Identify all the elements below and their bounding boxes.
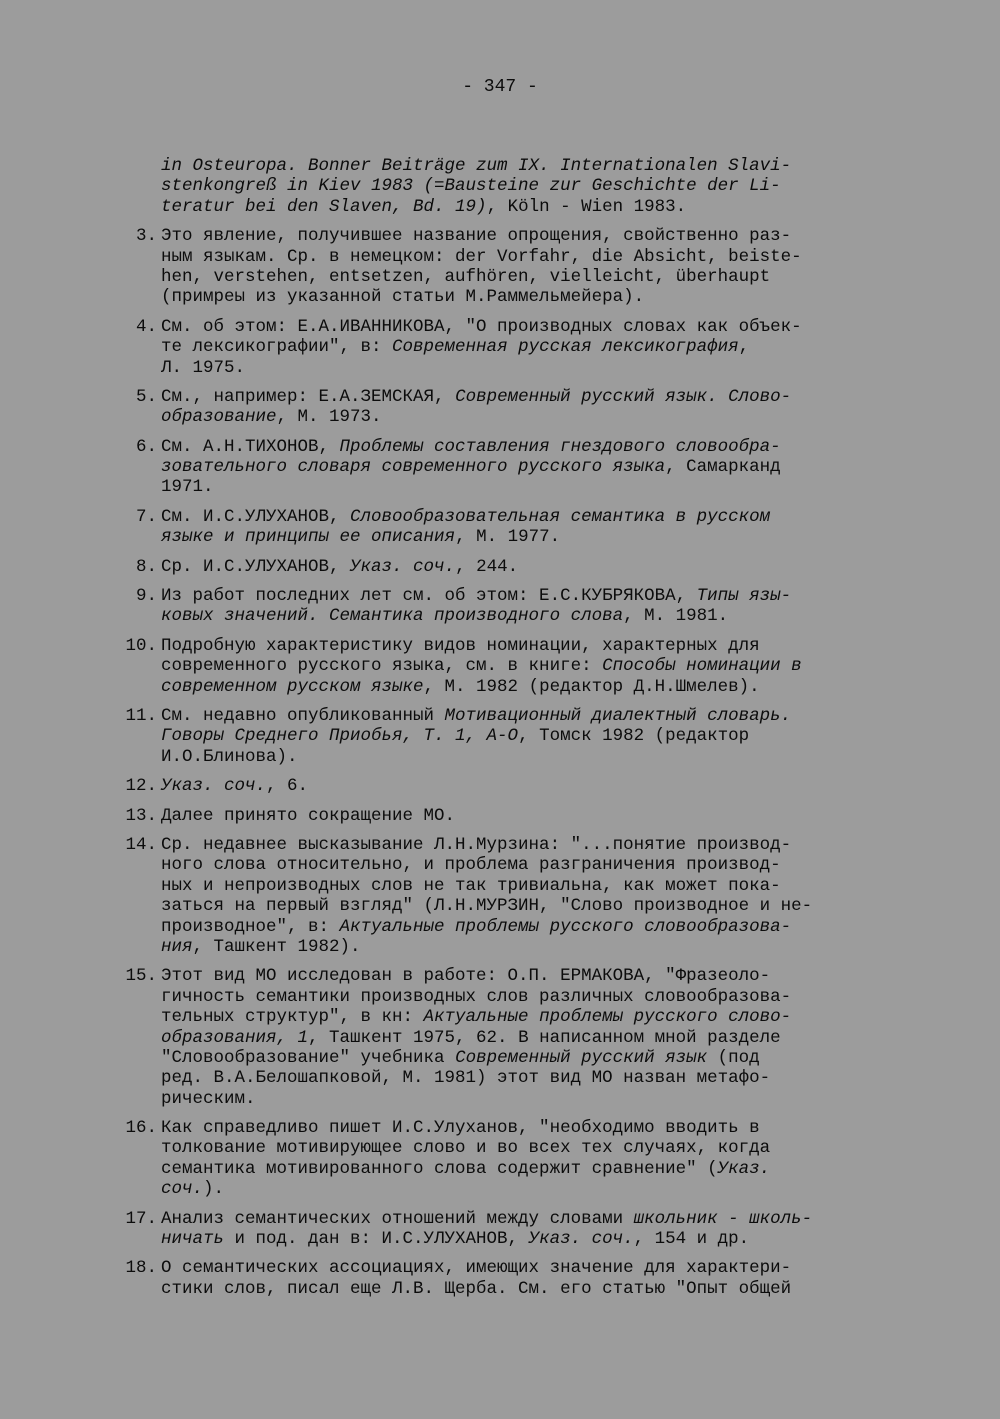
footnote-number (100, 706, 157, 767)
footnote-number (100, 776, 157, 796)
footnote-text (157, 806, 455, 826)
footnote-text (157, 317, 802, 378)
footnote-number-text: 4. (135, 316, 157, 337)
footnote-line (161, 1209, 812, 1229)
italic-title: образования, 1 (161, 1027, 309, 1048)
footnote (100, 706, 900, 767)
text-run: Этот вид МО исследован в работе: О.П. ЕРМАКОВА, "Фразеоло- (161, 966, 771, 987)
text-run: Это явление, получившее название опрощения, свойственно раз- (161, 226, 792, 247)
italic-title: современном русском языке (161, 676, 424, 697)
text-run: рическим. (161, 1088, 256, 1109)
footnote-line (161, 1159, 770, 1179)
footnote-line (161, 1007, 791, 1027)
footnote-number (100, 156, 157, 217)
footnote-text (157, 226, 802, 308)
italic-title: Указ. соч. (161, 776, 267, 797)
italic-title: in Osteuropa. Bonner Beiträge zum IX. Internationalen Slavi- (161, 156, 792, 176)
footnote-number-text: 18. (125, 1258, 157, 1279)
footnote-line (161, 457, 781, 477)
footnote-text (157, 557, 518, 577)
italic-title: stenkongreß in Kiev 1983 (=Bausteine zur Geschichte der Li- (161, 176, 781, 197)
text-run: См. об этом: Е.А.ИВАННИКОВА, "О производных словах как объек- (161, 316, 802, 337)
footnote-number (100, 966, 157, 1109)
italic-title: ния (161, 936, 193, 957)
footnote-line (161, 317, 802, 337)
text-run: те лексикографии", в: (161, 337, 393, 358)
text-run: , М. 1981. (623, 606, 729, 627)
text-run: , (738, 337, 750, 358)
text-run: , М. 1973. (276, 407, 382, 428)
text-run: Как справедливо пишет И.С.Улуханов, "необходимо вводить в (161, 1118, 760, 1139)
footnote-number-text: 5. (135, 386, 157, 407)
footnote-line (161, 557, 518, 577)
footnote-text (157, 966, 791, 1109)
text-run: , 244. (455, 556, 519, 577)
text-run: производное", в: (161, 916, 340, 937)
footnote (100, 156, 900, 217)
text-run: , Ташкент 1975, 62. В написанном мной разделе (308, 1027, 781, 1048)
footnote-line (161, 586, 791, 606)
footnote-number-text: 13. (125, 805, 157, 826)
footnote-number (100, 586, 157, 627)
footnote-line (161, 726, 791, 746)
footnote-number-text: 3. (135, 226, 157, 247)
text-run: ). (203, 1179, 225, 1200)
text-run: семантика мотивированного слова содержит сравнение" ( (161, 1158, 718, 1179)
footnote-line (161, 287, 802, 307)
text-run: заться на первый взгляд" (Л.Н.МУРЗИН, "Слово производное и не- (161, 896, 813, 917)
footnote-line (161, 1279, 791, 1299)
footnote-number-text: 7. (135, 506, 157, 527)
footnote-line (161, 1138, 770, 1158)
footnote-number-text: 15. (125, 966, 157, 987)
footnote-text (157, 507, 770, 548)
footnote-number-text: 10. (125, 635, 157, 656)
text-run: И.О.Блинова). (161, 746, 298, 767)
footnote-number (100, 1209, 157, 1250)
italic-title: ничать (161, 1229, 225, 1250)
text-run: ным языкам. Ср. в немецком: der Vorfahr, die Absicht, beiste- (161, 246, 802, 267)
footnote-line (161, 1179, 770, 1199)
footnote-text (157, 835, 812, 957)
footnote-line (161, 1229, 812, 1249)
footnote-number-text: 8. (135, 556, 157, 577)
footnote-line (161, 358, 802, 378)
text-run: Анализ семантических отношений между словами (161, 1208, 634, 1229)
footnote-line (161, 477, 781, 497)
italic-title: Современная русская лексикография (392, 337, 739, 358)
footnote (100, 317, 900, 378)
text-run: См., например: Е.А.ЗЕМСКАЯ, (161, 386, 456, 407)
footnote-number (100, 1118, 157, 1200)
footnote-line (161, 636, 802, 656)
footnote (100, 636, 900, 697)
text-run: , М. 1982 (редактор Д.Н.Шмелев). (423, 676, 760, 697)
text-run: См. И.С.УЛУХАНОВ, (161, 506, 351, 527)
footnote (100, 776, 900, 796)
footnote-number (100, 557, 157, 577)
footnote-number (100, 437, 157, 498)
italic-title: образование (161, 407, 277, 428)
footnote-line (161, 966, 791, 986)
italic-title: школьник - школь- (633, 1208, 813, 1229)
footnote-number-text: 11. (125, 706, 157, 726)
italic-title: Говоры Среднего Приобья, Т. 1, А-О (161, 726, 519, 747)
footnote-line (161, 776, 308, 796)
italic-title: языке и принципы ее описания (161, 527, 456, 548)
footnote (100, 586, 900, 627)
italic-title: Способы номинации в (602, 656, 802, 677)
footnote-text (157, 636, 802, 697)
italic-title: Мотивационный диалектный словарь. (444, 706, 792, 726)
footnote-line (161, 1048, 791, 1068)
footnote-line (161, 606, 791, 626)
italic-title: Указ. (717, 1158, 771, 1179)
footnote-line (161, 407, 791, 427)
footnote (100, 387, 900, 428)
footnote-line (161, 1068, 791, 1088)
text-run: Ср. недавнее высказывание Л.Н.Мурзина: "...понятие производ- (161, 834, 792, 855)
footnote-line (161, 1028, 791, 1048)
footnote (100, 437, 900, 498)
footnote-line (161, 197, 791, 217)
footnote-line (161, 247, 802, 267)
footnote-line (161, 806, 455, 826)
text-run: гичность семантики производных слов различных словообразова- (161, 986, 792, 1007)
italic-title: Типы язы- (696, 586, 792, 607)
text-run: ред. В.А.Белошапковой, М. 1981) этот вид МО назван метафо- (161, 1068, 771, 1089)
footnote-text (157, 776, 308, 796)
italic-title: Современный русский язык. Слово- (455, 386, 792, 407)
footnote-text (157, 387, 791, 428)
footnote-line (161, 176, 791, 196)
footnote-line (161, 226, 802, 246)
footnote-line (161, 156, 791, 176)
footnote (100, 226, 900, 308)
text-run: Ср. И.С.УЛУХАНОВ, (161, 556, 351, 577)
text-run: стики слов, писал еще Л.В. Щерба. См. его статью "Опыт общей (161, 1278, 792, 1299)
italic-title: соч. (161, 1179, 204, 1200)
text-run: Из работ последних лет см. об этом: Е.С.КУБРЯКОВА, (161, 586, 697, 607)
italic-title: Актуальные проблемы русского слово- (423, 1007, 792, 1028)
footnote-text (157, 586, 791, 627)
footnote (100, 966, 900, 1109)
text-run: , Ташкент 1982). (192, 936, 361, 957)
text-run: , М. 1977. (455, 527, 561, 548)
footnote-number-text: 17. (125, 1208, 157, 1229)
text-run: (примреы из указанной статьи М.Раммельмейера). (161, 287, 645, 308)
footnote (100, 507, 900, 548)
footnote-text (157, 156, 791, 217)
text-run: "Словообразование" учебника (161, 1047, 456, 1068)
footnote-text (157, 1118, 770, 1200)
footnote-number-text: 14. (125, 834, 157, 855)
italic-title: Указ. соч. (528, 1229, 634, 1250)
footnote-line (161, 896, 812, 916)
text-run: , Köln - Wien 1983. (486, 196, 687, 217)
italic-title: Актуальные проблемы русского словообразова- (339, 916, 792, 937)
footnote (100, 835, 900, 957)
footnote (100, 557, 900, 577)
footnote-line (161, 747, 791, 767)
footnote-number (100, 507, 157, 548)
text-run: Далее принято сокращение МО. (161, 805, 456, 826)
footnote-number-text: 12. (125, 776, 157, 797)
text-run: (под (707, 1047, 760, 1068)
footnote-line (161, 337, 802, 357)
text-run: ного слова относительно, и проблема разграничения производ- (161, 855, 781, 876)
footnote-line (161, 437, 781, 457)
footnote-number (100, 387, 157, 428)
footnote (100, 1209, 900, 1250)
text-run: ных и непроизводных слов не так тривиальна, как может пока- (161, 875, 781, 896)
footnote-line (161, 656, 802, 676)
text-run: hen, verstehen, entsetzen, aufhören, vielleicht, überhaupt (161, 266, 771, 287)
footnote-number (100, 835, 157, 957)
footnote-number-text: 16. (125, 1118, 157, 1139)
footnote-line (161, 876, 812, 896)
italic-title: Словообразовательная семантика в русском (350, 506, 771, 527)
text-run: Л. 1975. (161, 357, 246, 378)
text-run: , 154 и др. (633, 1229, 750, 1250)
footnote-line (161, 387, 791, 407)
footnote-line (161, 527, 770, 547)
page-number: - 347 - (462, 77, 538, 97)
footnotes-list (100, 156, 900, 1299)
footnote-number (100, 806, 157, 826)
footnote-text (157, 437, 781, 498)
footnote-line (161, 267, 802, 287)
footnote-number (100, 226, 157, 308)
footnote-line (161, 1089, 791, 1109)
footnote-line (161, 507, 770, 527)
footnote-number (100, 317, 157, 378)
text-run: и под. дан в: И.С.УЛУХАНОВ, (224, 1229, 529, 1250)
text-run: толкование мотивирующее слово и во всех тех случаях, когда (161, 1138, 771, 1159)
text-run: О семантических ассоциациях, имеющих значение для характери- (161, 1258, 792, 1279)
footnote-line (161, 677, 802, 697)
footnote-text (157, 1209, 812, 1250)
footnote-number-text: 6. (135, 436, 157, 457)
italic-title: Проблемы составления гнездового словообра- (339, 436, 781, 457)
italic-title: teratur bei den Slaven, Bd. 19) (161, 196, 487, 217)
footnote-line (161, 987, 791, 1007)
footnote (100, 806, 900, 826)
footnote-line (161, 706, 791, 726)
footnote-line (161, 937, 812, 957)
footnote-number (100, 1258, 157, 1299)
footnote (100, 1118, 900, 1200)
text-run: , 6. (266, 776, 309, 797)
footnote-text (157, 1258, 791, 1299)
text-run: , Самарканд (665, 457, 781, 478)
italic-title: Современный русский язык (455, 1047, 708, 1068)
footnote-line (161, 917, 812, 937)
footnote (100, 1258, 900, 1299)
italic-title: ковых значений. Семантика производного слова (161, 606, 624, 627)
footnote-line (161, 1118, 770, 1138)
footnote-text (157, 706, 791, 767)
footnote-line (161, 1258, 791, 1278)
footnote-line (161, 835, 812, 855)
footnote-line (161, 855, 812, 875)
italic-title: зовательного словаря современного русского языка (161, 457, 666, 478)
footnote-number (100, 636, 157, 697)
text-run: Подробную характеристику видов номинации, характерных для (161, 635, 760, 656)
footnote-number-text: 9. (135, 586, 157, 607)
text-run: См. недавно опубликованный (161, 706, 445, 726)
text-run: , Томск 1982 (редактор (518, 726, 750, 747)
text-run: тельных структур", в кн: (161, 1007, 424, 1028)
text-run: современного русского языка, см. в книге: (161, 656, 603, 677)
text-run: 1971. (161, 477, 214, 498)
text-run: См. А.Н.ТИХОНОВ, (161, 436, 340, 457)
italic-title: Указ. соч. (350, 556, 456, 577)
